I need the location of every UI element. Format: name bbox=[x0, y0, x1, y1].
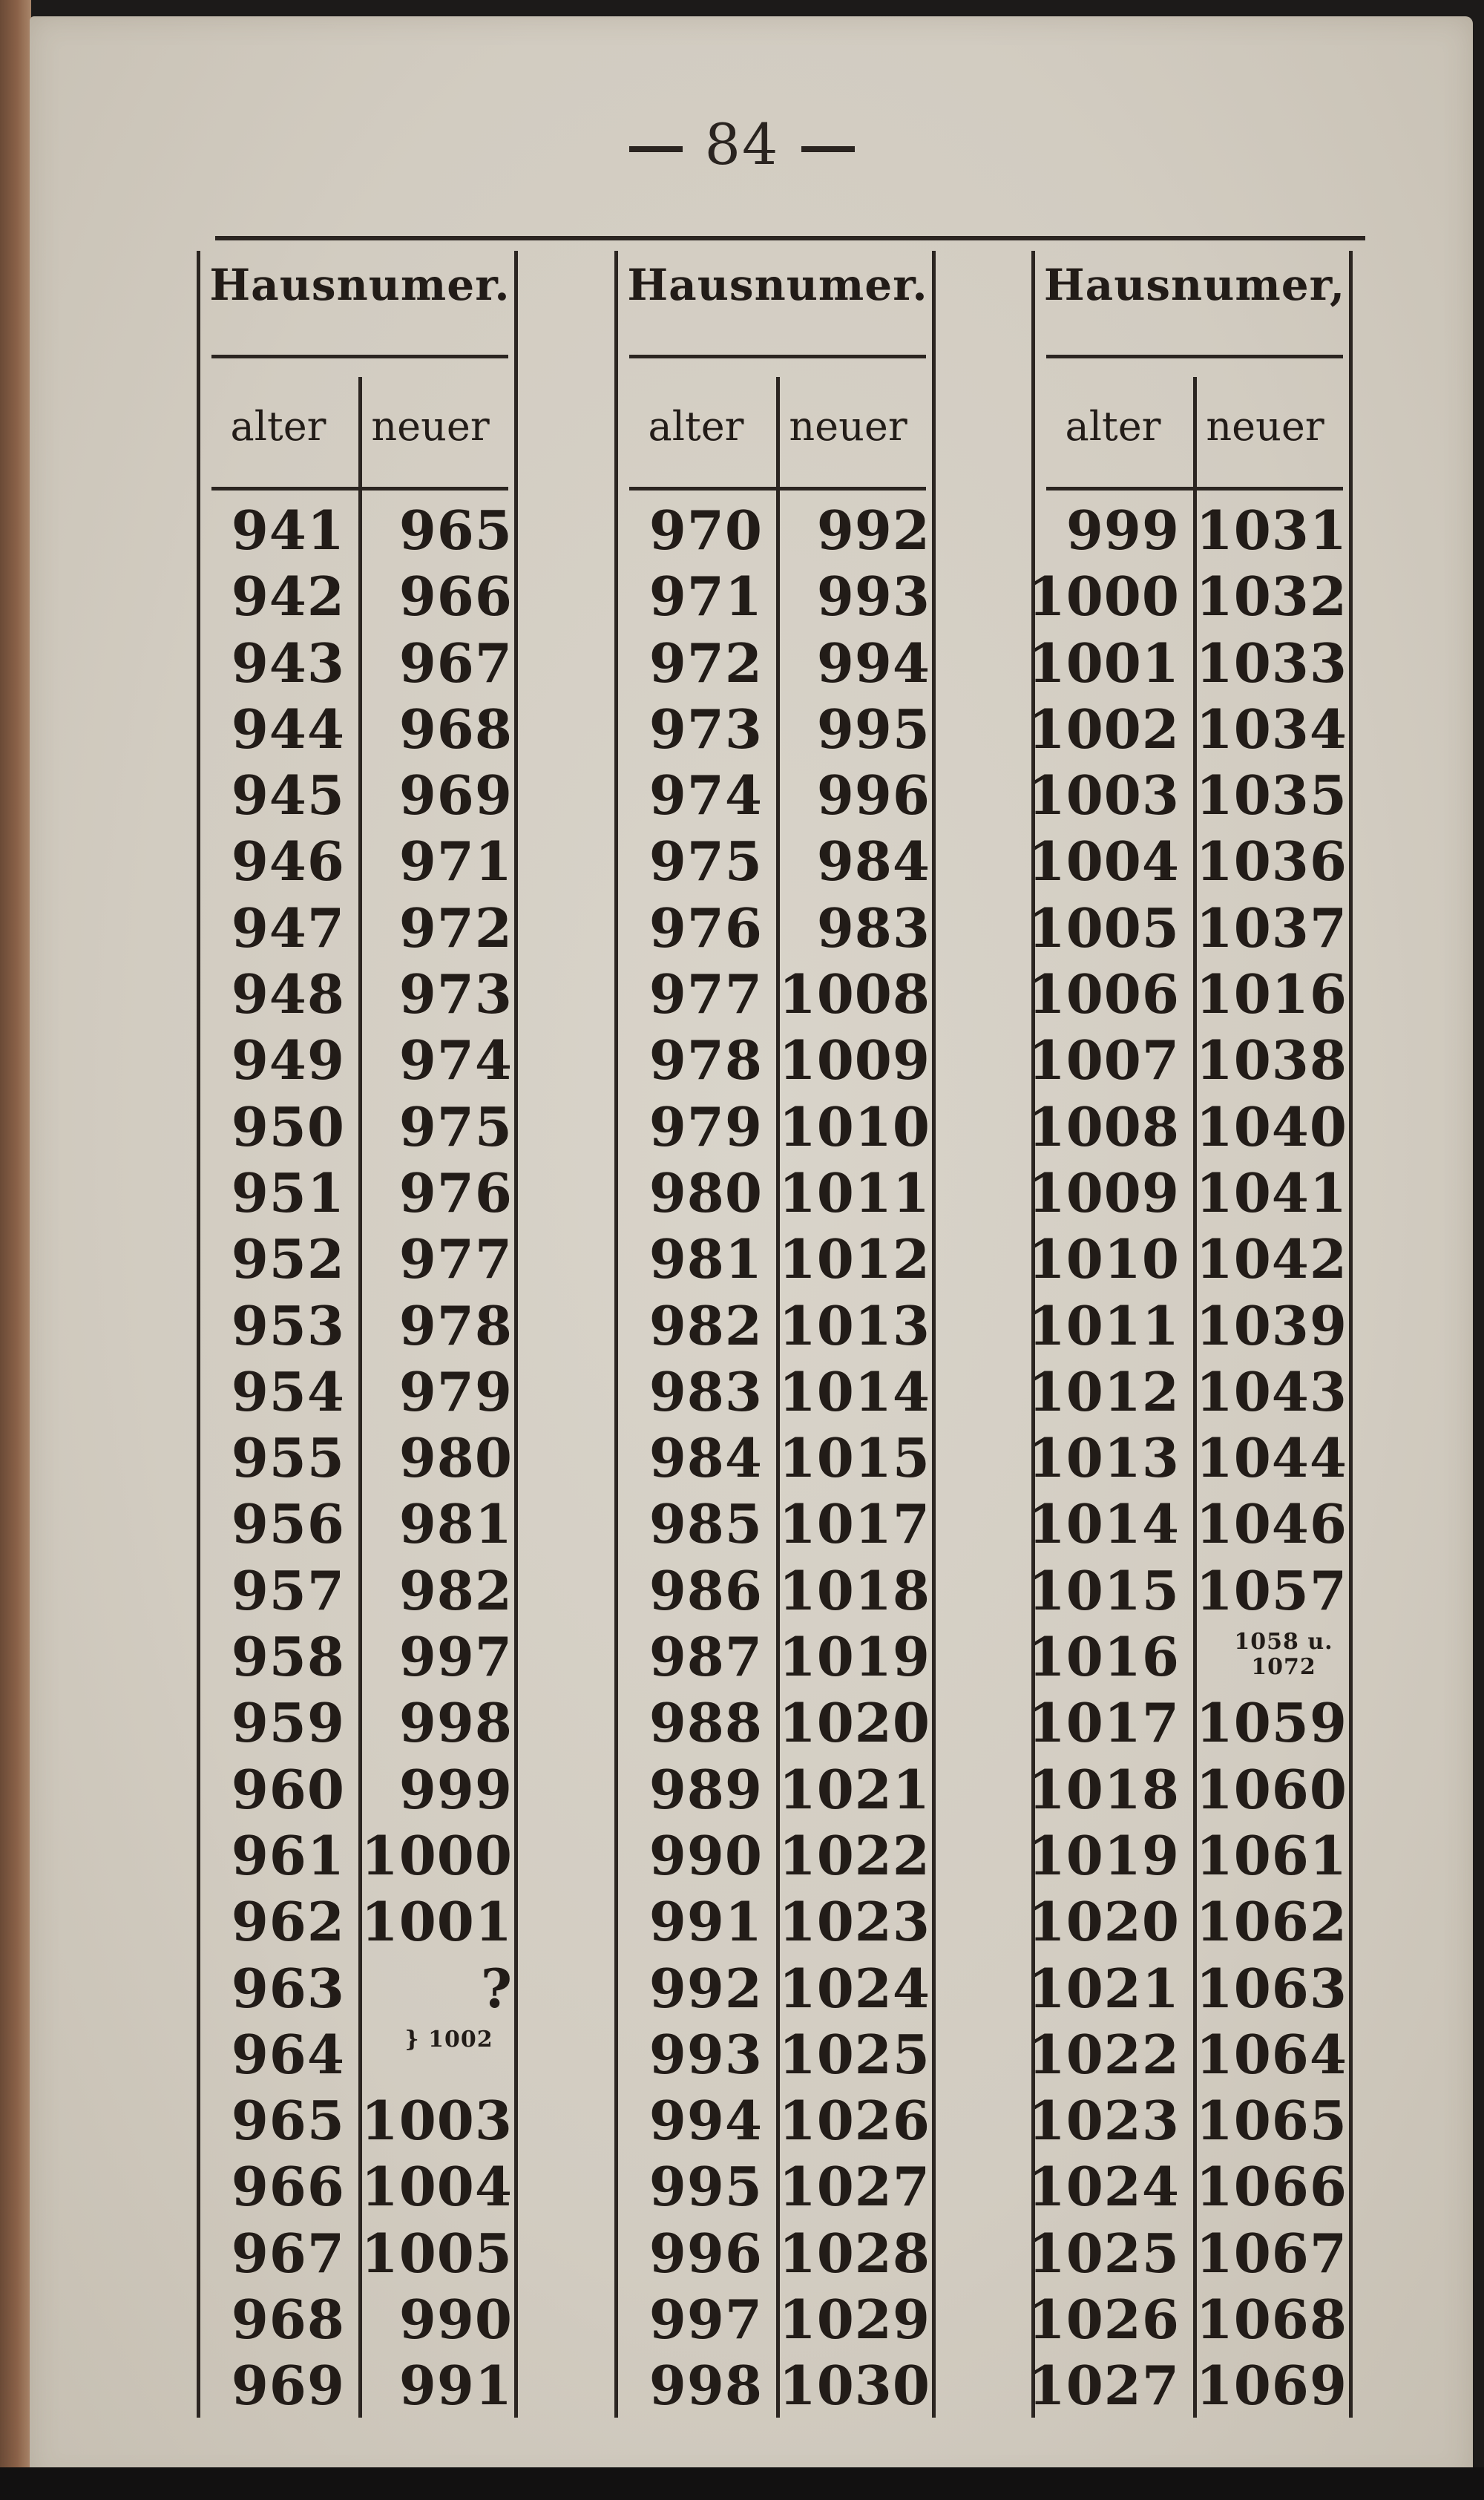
new-number: 1008 bbox=[778, 962, 930, 1026]
table-row bbox=[1028, 2087, 1358, 2153]
table-row bbox=[197, 563, 523, 629]
table-row bbox=[1028, 2220, 1358, 2286]
page-number-dash-right bbox=[801, 146, 855, 152]
table-row bbox=[614, 1955, 941, 2021]
table-row bbox=[1028, 2286, 1358, 2352]
table-row bbox=[197, 1624, 523, 1690]
new-number: 971 bbox=[398, 830, 513, 893]
table-row bbox=[197, 1955, 523, 2021]
new-number: 1018 bbox=[778, 1558, 930, 1622]
old-number: 977 bbox=[649, 962, 763, 1026]
new-number: 980 bbox=[398, 1426, 513, 1490]
table-row bbox=[614, 2153, 941, 2220]
old-number: 981 bbox=[649, 1227, 763, 1291]
old-number: 993 bbox=[649, 2022, 763, 2086]
new-number: 998 bbox=[398, 1691, 513, 1755]
house-number-table-2 bbox=[614, 251, 941, 2418]
new-number: 1004 bbox=[361, 2155, 513, 2219]
old-number: 991 bbox=[649, 1890, 763, 1954]
new-number: 1040 bbox=[1195, 1095, 1347, 1158]
new-number: 994 bbox=[816, 631, 930, 695]
table-row bbox=[1028, 630, 1358, 696]
new-number: 1024 bbox=[778, 1956, 930, 2020]
old-number: 950 bbox=[231, 1095, 345, 1158]
old-number: 1007 bbox=[1028, 1028, 1180, 1092]
new-number: 1015 bbox=[778, 1426, 930, 1490]
old-number: 956 bbox=[231, 1492, 345, 1556]
old-number: 941 bbox=[231, 499, 345, 562]
table-row bbox=[1028, 2021, 1358, 2087]
table-row bbox=[1028, 1027, 1358, 1093]
new-number: 984 bbox=[816, 830, 930, 893]
new-number: 982 bbox=[398, 1558, 513, 1622]
old-number: 952 bbox=[231, 1227, 345, 1291]
old-number: 964 bbox=[231, 2022, 345, 2086]
book-spine bbox=[0, 0, 31, 2500]
house-number-table-1 bbox=[197, 251, 523, 2418]
old-number: 1013 bbox=[1028, 1426, 1180, 1490]
old-number: 979 bbox=[649, 1095, 763, 1158]
old-number: 1023 bbox=[1028, 2089, 1180, 2153]
table-row bbox=[197, 1160, 523, 1226]
new-number: 1039 bbox=[1195, 1293, 1347, 1357]
table-row bbox=[614, 696, 941, 762]
table-row bbox=[614, 1822, 941, 1889]
new-number: 1061 bbox=[1195, 1823, 1347, 1887]
new-number: 1010 bbox=[778, 1095, 930, 1158]
new-number: 1025 bbox=[778, 2022, 930, 2086]
table-row bbox=[1028, 1624, 1358, 1690]
new-number: 1044 bbox=[1195, 1426, 1347, 1490]
new-number: 983 bbox=[816, 896, 930, 959]
old-number: 1010 bbox=[1028, 1227, 1180, 1291]
old-number: 965 bbox=[231, 2089, 345, 2153]
new-number: 973 bbox=[398, 962, 513, 1026]
new-number: 1046 bbox=[1195, 1492, 1347, 1556]
table-row bbox=[1028, 1226, 1358, 1292]
old-number: 959 bbox=[231, 1691, 345, 1755]
old-number: 949 bbox=[231, 1028, 345, 1092]
table-row bbox=[1028, 762, 1358, 828]
new-number: 979 bbox=[398, 1359, 513, 1423]
old-number: 980 bbox=[649, 1161, 763, 1224]
new-number: 1013 bbox=[778, 1293, 930, 1357]
table-row bbox=[614, 1359, 941, 1425]
table-row bbox=[614, 1293, 941, 1359]
column-header-old: alter bbox=[1065, 403, 1161, 450]
new-number: 1057 bbox=[1195, 1558, 1347, 1622]
old-number: 1018 bbox=[1028, 1757, 1180, 1821]
table-row bbox=[614, 630, 941, 696]
table-row bbox=[614, 1160, 941, 1226]
table-row bbox=[197, 1756, 523, 1822]
table-row bbox=[614, 497, 941, 563]
old-number: 942 bbox=[231, 565, 345, 629]
old-number: 961 bbox=[231, 1823, 345, 1887]
old-number: 987 bbox=[649, 1625, 763, 1689]
house-number-table-3 bbox=[1028, 251, 1358, 2418]
table-row bbox=[614, 2087, 941, 2153]
table-row bbox=[614, 828, 941, 894]
table-row bbox=[197, 1558, 523, 1624]
new-number: 993 bbox=[816, 565, 930, 629]
table-row bbox=[197, 1889, 523, 1955]
table-row bbox=[1028, 2153, 1358, 2220]
table-row bbox=[197, 2286, 523, 2352]
table-row bbox=[197, 1359, 523, 1425]
table-row bbox=[197, 2021, 523, 2087]
new-number: 974 bbox=[398, 1028, 513, 1092]
new-number: 1037 bbox=[1195, 896, 1347, 959]
table-row bbox=[197, 1822, 523, 1889]
new-number: 1034 bbox=[1195, 697, 1347, 761]
new-number: 1043 bbox=[1195, 1359, 1347, 1423]
new-number: 1014 bbox=[778, 1359, 930, 1423]
old-number: 994 bbox=[649, 2089, 763, 2153]
old-number: 975 bbox=[649, 830, 763, 893]
table-row bbox=[614, 563, 941, 629]
new-number: 1058 u. 1072 bbox=[1234, 1629, 1333, 1681]
table-row bbox=[1028, 1690, 1358, 1756]
new-number: 1027 bbox=[778, 2155, 930, 2219]
old-number: 1026 bbox=[1028, 2288, 1180, 2352]
old-number: 990 bbox=[649, 1823, 763, 1887]
table-row bbox=[197, 1491, 523, 1557]
new-number: 977 bbox=[398, 1227, 513, 1291]
table-row bbox=[197, 961, 523, 1027]
new-number: 1003 bbox=[361, 2089, 513, 2153]
new-number: 1063 bbox=[1195, 1956, 1347, 2020]
old-number: 995 bbox=[649, 2155, 763, 2219]
page-number-dash-left bbox=[629, 146, 683, 152]
new-number: 1028 bbox=[778, 2221, 930, 2285]
table-row bbox=[614, 961, 941, 1027]
table-title: Hausnumer, bbox=[1043, 260, 1346, 310]
old-number: 971 bbox=[649, 565, 763, 629]
new-number: 1062 bbox=[1195, 1890, 1347, 1954]
table-row bbox=[1028, 1425, 1358, 1491]
table-row bbox=[197, 1293, 523, 1359]
old-number: 1006 bbox=[1028, 962, 1180, 1026]
table-row bbox=[197, 1094, 523, 1160]
old-number: 946 bbox=[231, 830, 345, 893]
new-number: 1065 bbox=[1195, 2089, 1347, 2153]
old-number: 978 bbox=[649, 1028, 763, 1092]
old-number: 1005 bbox=[1028, 896, 1180, 959]
old-number: 948 bbox=[231, 962, 345, 1026]
old-number: 1003 bbox=[1028, 764, 1180, 827]
old-number: 992 bbox=[649, 1956, 763, 2020]
new-number: 975 bbox=[398, 1095, 513, 1158]
table-row bbox=[1028, 1955, 1358, 2021]
table-row bbox=[197, 1690, 523, 1756]
new-number: 1041 bbox=[1195, 1161, 1347, 1224]
new-number: 1001 bbox=[361, 1890, 513, 1954]
old-number: 945 bbox=[231, 764, 345, 827]
table-row bbox=[1028, 1094, 1358, 1160]
old-number: 963 bbox=[231, 1956, 345, 2020]
old-number: 985 bbox=[649, 1492, 763, 1556]
table-row bbox=[614, 2352, 941, 2418]
new-number: 1066 bbox=[1195, 2155, 1347, 2219]
old-number: 962 bbox=[231, 1890, 345, 1954]
new-number: 1009 bbox=[778, 1028, 930, 1092]
table-row bbox=[1031, 497, 1358, 563]
table-row bbox=[614, 1889, 941, 1955]
table-row bbox=[197, 497, 523, 563]
table-rows bbox=[1028, 497, 1358, 2419]
table-row bbox=[1028, 563, 1358, 629]
new-number: 972 bbox=[398, 896, 513, 959]
old-number: 943 bbox=[231, 631, 345, 695]
table-row bbox=[614, 1226, 941, 1292]
new-number: 1019 bbox=[778, 1625, 930, 1689]
old-number: 1001 bbox=[1028, 631, 1180, 695]
new-number: 981 bbox=[398, 1492, 513, 1556]
table-row bbox=[614, 1690, 941, 1756]
column-header-new: neuer bbox=[371, 403, 490, 450]
old-number: 969 bbox=[231, 2354, 345, 2418]
column-header-new: neuer bbox=[1206, 403, 1324, 450]
page-number bbox=[0, 111, 1484, 177]
new-number: 1020 bbox=[778, 1691, 930, 1755]
table-row bbox=[197, 762, 523, 828]
old-number: 967 bbox=[231, 2221, 345, 2285]
table-row bbox=[1028, 1822, 1358, 1889]
old-number: 951 bbox=[231, 1161, 345, 1224]
table-row bbox=[197, 2153, 523, 2220]
new-number: 966 bbox=[398, 565, 513, 629]
table-row bbox=[614, 1558, 941, 1624]
new-number: 1036 bbox=[1195, 830, 1347, 893]
table-row bbox=[1028, 1491, 1358, 1557]
table-row bbox=[1028, 895, 1358, 961]
new-number: 1026 bbox=[778, 2089, 930, 2153]
new-number: 992 bbox=[816, 499, 930, 562]
old-number: 1021 bbox=[1028, 1956, 1180, 2020]
old-number: 1012 bbox=[1028, 1359, 1180, 1423]
table-row bbox=[614, 2220, 941, 2286]
table-row bbox=[614, 1094, 941, 1160]
new-number: 1005 bbox=[361, 2221, 513, 2285]
table-row bbox=[614, 1624, 941, 1690]
table-row bbox=[197, 1425, 523, 1491]
old-number: 999 bbox=[1066, 499, 1180, 562]
new-number: 995 bbox=[816, 697, 930, 761]
new-number: 1069 bbox=[1195, 2354, 1347, 2418]
table-row bbox=[197, 2220, 523, 2286]
table-rows bbox=[614, 497, 941, 2419]
new-number: 1000 bbox=[361, 1823, 513, 1887]
old-number: 1019 bbox=[1028, 1823, 1180, 1887]
table-row bbox=[1028, 1756, 1358, 1822]
old-number: 988 bbox=[649, 1691, 763, 1755]
new-number: 969 bbox=[398, 764, 513, 827]
old-number: 1009 bbox=[1028, 1161, 1180, 1224]
table-row bbox=[614, 1491, 941, 1557]
old-number: 983 bbox=[649, 1359, 763, 1423]
old-number: 958 bbox=[231, 1625, 345, 1689]
old-number: 970 bbox=[649, 499, 763, 562]
new-number: 1068 bbox=[1195, 2288, 1347, 2352]
old-number: 1022 bbox=[1028, 2022, 1180, 2086]
table-row bbox=[1028, 1359, 1358, 1425]
new-number: 968 bbox=[398, 697, 513, 761]
new-number: 1031 bbox=[1195, 499, 1347, 562]
old-number: 1024 bbox=[1028, 2155, 1180, 2219]
column-header-new: neuer bbox=[789, 403, 907, 450]
column-header-old: alter bbox=[648, 403, 744, 450]
old-number: 976 bbox=[649, 896, 763, 959]
new-number: 1016 bbox=[1195, 962, 1347, 1026]
table-rows bbox=[197, 497, 523, 2419]
table-row bbox=[614, 1756, 941, 1822]
new-number: 1030 bbox=[778, 2354, 930, 2418]
old-number: 1025 bbox=[1028, 2221, 1180, 2285]
table-row bbox=[1028, 696, 1358, 762]
old-number: 954 bbox=[231, 1359, 345, 1423]
old-number: 1000 bbox=[1028, 565, 1180, 629]
old-number: 1011 bbox=[1028, 1293, 1180, 1357]
old-number: 1008 bbox=[1028, 1095, 1180, 1158]
table-row bbox=[1028, 1558, 1358, 1624]
new-number: 996 bbox=[816, 764, 930, 827]
table-row bbox=[1028, 2352, 1358, 2418]
table-row bbox=[197, 696, 523, 762]
new-number: 1022 bbox=[778, 1823, 930, 1887]
old-number: 1002 bbox=[1028, 697, 1180, 761]
bottom-edge bbox=[0, 2467, 1484, 2500]
table-row bbox=[614, 2286, 941, 2352]
old-number: 1027 bbox=[1028, 2354, 1180, 2418]
new-number: 990 bbox=[398, 2288, 513, 2352]
old-number: 968 bbox=[231, 2288, 345, 2352]
old-number: 1004 bbox=[1028, 830, 1180, 893]
new-number: 1059 bbox=[1195, 1691, 1347, 1755]
old-number: 972 bbox=[649, 631, 763, 695]
old-number: 1017 bbox=[1028, 1691, 1180, 1755]
old-number: 989 bbox=[649, 1757, 763, 1821]
old-number: 982 bbox=[649, 1293, 763, 1357]
new-number: 1032 bbox=[1195, 565, 1347, 629]
new-number: 999 bbox=[398, 1757, 513, 1821]
new-number: 1042 bbox=[1195, 1227, 1347, 1291]
new-number: 1011 bbox=[778, 1161, 930, 1224]
new-number: 967 bbox=[398, 631, 513, 695]
table-row bbox=[614, 762, 941, 828]
column-header-old: alter bbox=[230, 403, 326, 450]
old-number: 1014 bbox=[1028, 1492, 1180, 1556]
old-number: 984 bbox=[649, 1426, 763, 1490]
new-number: 1064 bbox=[1195, 2022, 1347, 2086]
new-number: ? bbox=[480, 1956, 513, 2020]
new-number: 978 bbox=[398, 1293, 513, 1357]
old-number: 973 bbox=[649, 697, 763, 761]
old-number: 1016 bbox=[1028, 1625, 1180, 1689]
new-number: 991 bbox=[398, 2354, 513, 2418]
table-row bbox=[197, 2352, 523, 2418]
table-row bbox=[614, 895, 941, 961]
old-number: 944 bbox=[231, 697, 345, 761]
old-number: 966 bbox=[231, 2155, 345, 2219]
old-number: 947 bbox=[231, 896, 345, 959]
new-number: 1038 bbox=[1195, 1028, 1347, 1092]
table-title: Hausnumer. bbox=[209, 260, 510, 310]
old-number: 997 bbox=[649, 2288, 763, 2352]
old-number: 953 bbox=[231, 1293, 345, 1357]
table-row bbox=[197, 1027, 523, 1093]
new-number: 1067 bbox=[1195, 2221, 1347, 2285]
top-rule bbox=[215, 236, 1365, 240]
table-row bbox=[1028, 1160, 1358, 1226]
old-number: 1020 bbox=[1028, 1890, 1180, 1954]
table-row bbox=[197, 2087, 523, 2153]
table-row bbox=[197, 630, 523, 696]
table-title: Hausnumer. bbox=[627, 260, 928, 310]
old-number: 957 bbox=[231, 1558, 345, 1622]
table-row bbox=[197, 895, 523, 961]
table-row bbox=[1028, 1889, 1358, 1955]
page-number-text: 84 bbox=[704, 111, 780, 177]
new-number: 1021 bbox=[778, 1757, 930, 1821]
new-number: 1012 bbox=[778, 1227, 930, 1291]
new-number: 1017 bbox=[778, 1492, 930, 1556]
new-number: 965 bbox=[398, 499, 513, 562]
old-number: 1015 bbox=[1028, 1558, 1180, 1622]
old-number: 996 bbox=[649, 2221, 763, 2285]
table-row bbox=[1028, 1293, 1358, 1359]
new-number: 997 bbox=[398, 1625, 513, 1689]
table-row bbox=[614, 1425, 941, 1491]
new-number: } 1002 bbox=[404, 2026, 493, 2053]
table-row bbox=[614, 1027, 941, 1093]
new-number: 1033 bbox=[1195, 631, 1347, 695]
table-row bbox=[1028, 828, 1358, 894]
new-number: 1035 bbox=[1195, 764, 1347, 827]
new-number: 1060 bbox=[1195, 1757, 1347, 1821]
old-number: 955 bbox=[231, 1426, 345, 1490]
old-number: 974 bbox=[649, 764, 763, 827]
old-number: 998 bbox=[649, 2354, 763, 2418]
old-number: 986 bbox=[649, 1558, 763, 1622]
new-number: 976 bbox=[398, 1161, 513, 1224]
table-row bbox=[614, 2021, 941, 2087]
old-number: 960 bbox=[231, 1757, 345, 1821]
new-number: 1023 bbox=[778, 1890, 930, 1954]
table-row bbox=[197, 828, 523, 894]
new-number: 1029 bbox=[778, 2288, 930, 2352]
table-row bbox=[1028, 961, 1358, 1027]
table-row bbox=[197, 1226, 523, 1292]
